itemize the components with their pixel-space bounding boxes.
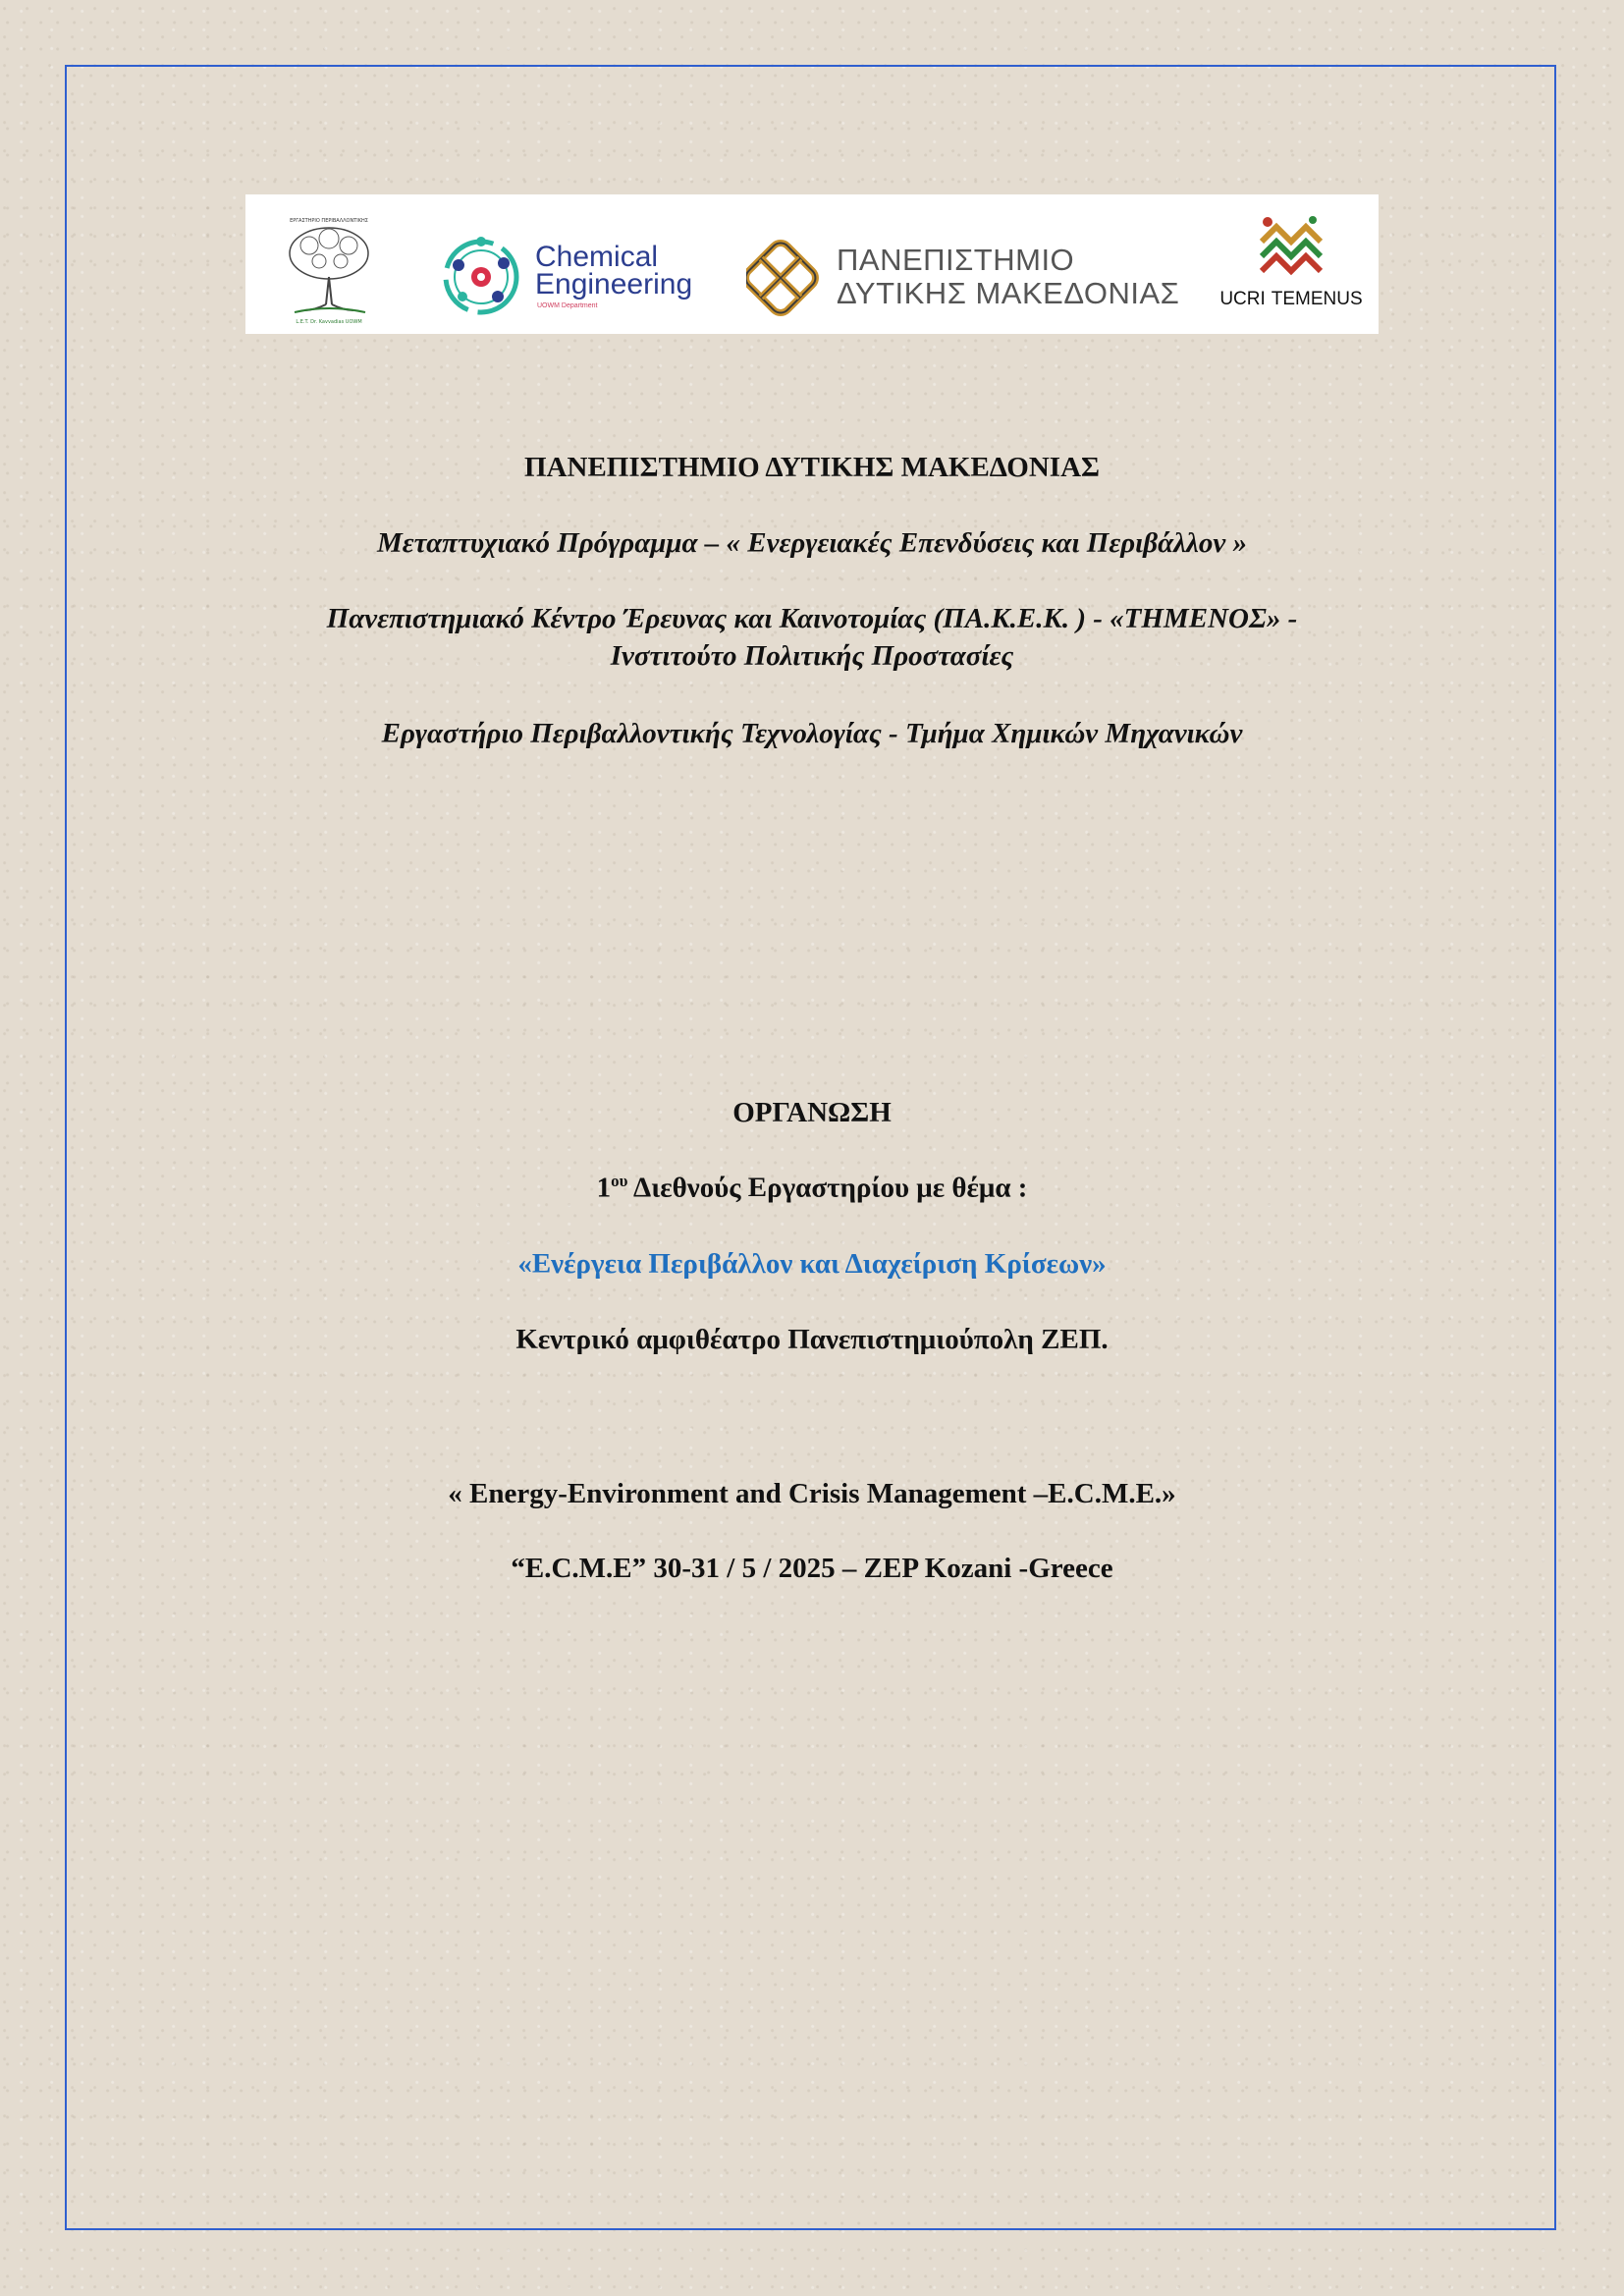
tree-logo-caption: L.E.T. Dr. Kavvadias UOWM	[296, 319, 362, 325]
chem-line1: Chemical	[535, 241, 659, 273]
uowm-line2: ΔΥΤΙΚΗΣ ΜΑΚΕΔΟΝΙΑΣ	[837, 276, 1180, 310]
svg-text:ΕΡΓΑΣΤΗΡΙΟ ΠΕΡΙΒΑΛΛΟΝΤΙΚΗΣ: ΕΡΓΑΣΤΗΡΙΟ ΠΕΡΙΒΑΛΛΟΝΤΙΚΗΣ	[290, 218, 368, 224]
university-title: ΠΑΝΕΠΙΣΤΗΜΙΟ ΔΥΤΙΚΗΣ ΜΑΚΕΔΟΝΙΑΣ	[524, 452, 1100, 483]
ucri-temenus-logo	[1208, 194, 1375, 334]
ucri-wordmark	[1208, 289, 1375, 310]
workshop-line	[0, 1172, 1624, 1205]
chem-line2: Engineering	[535, 268, 693, 301]
chem-subtitle: UOWM Department	[537, 302, 598, 309]
lab-tree-logo	[275, 194, 383, 334]
lab-title: Εργαστήριο Περιβαλλοντικής Τεχνολογίας - Τμήμα Χημικών Μηχανικών	[381, 718, 1243, 749]
logo-banner	[245, 194, 1379, 334]
workshop-number: 1	[596, 1172, 612, 1204]
uowm-logo	[746, 194, 1198, 334]
organization-heading: ΟΡΓΑΝΩΣΗ	[732, 1097, 892, 1128]
workshop-theme-english: « Energy-Environment and Crisis Management –E.C.M.E.»	[448, 1478, 1176, 1509]
event-date-place: “E.C.M.E” 30-31 / 5 / 2025 – ZEP Kozani -Greece	[511, 1553, 1113, 1584]
ucri-label: UCRI	[1219, 289, 1266, 309]
page-border	[65, 65, 1556, 2230]
temenus-label: TEMENUS	[1271, 289, 1363, 309]
workshop-theme-greek: «Ενέργεια Περιβάλλον και Διαχείριση Κρίσεων»	[517, 1248, 1107, 1280]
research-center-line2: Ινστιτούτο Πολιτικής Προστασίες	[610, 640, 1014, 672]
uowm-wordmark	[837, 244, 1179, 310]
uowm-line1: ΠΑΝΕΠΙΣΤΗΜΙΟ	[837, 243, 1075, 277]
venue: Κεντρικό αμφιθέατρο Πανεπιστημιούπολη ΖΕΠ.	[515, 1324, 1109, 1355]
research-center-line1: Πανεπιστημιακό Κέντρο Έρευνας και Καινοτομίας (ΠΑ.Κ.Ε.Κ. ) - «ΤΗΜΕΝΟΣ» -	[326, 603, 1298, 634]
workshop-text: Διεθνούς Εργαστηρίου με θέμα :	[627, 1172, 1028, 1204]
workshop-ordinal: ου	[611, 1172, 628, 1190]
program-title: Μεταπτυχιακό Πρόγραμμα – « Ενεργειακές Επενδύσεις και Περιβάλλον »	[376, 527, 1247, 559]
chemical-engineering-logo	[437, 194, 731, 334]
chemical-engineering-wordmark	[535, 241, 693, 301]
